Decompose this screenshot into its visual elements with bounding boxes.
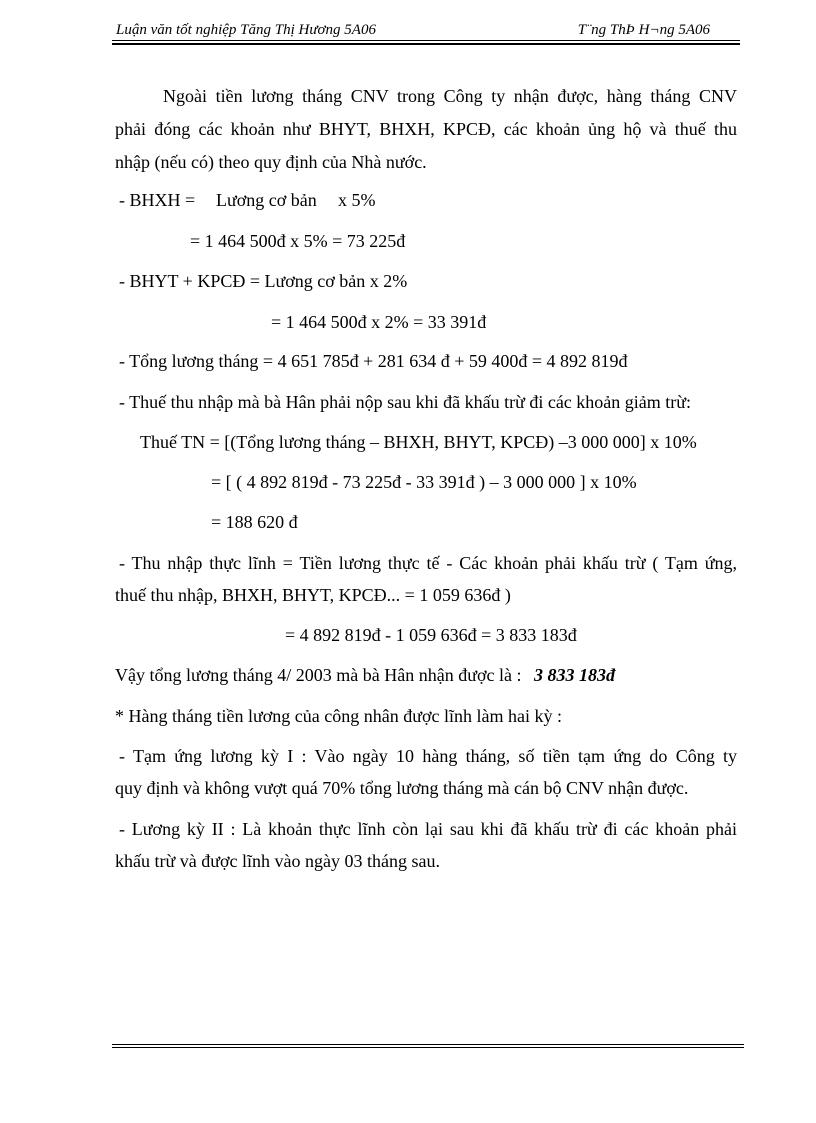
thuc-linh-line-2: thuế thu nhập, BHXH, BHYT, KPCĐ... = 1 059 636đ )	[115, 585, 511, 605]
header-rule-thin	[112, 40, 740, 41]
bhxh-calculation: = 1 464 500đ x 5% = 73 225đ	[190, 231, 406, 251]
header-right-text: T¨ng ThÞ H¬ng 5A06	[577, 22, 710, 38]
bhyt-kpcd-line: - BHYT + KPCĐ = Lương cơ bản x 2%	[119, 271, 408, 291]
bhyt-kpcd-calculation: = 1 464 500đ x 2% = 33 391đ	[271, 312, 487, 332]
footer-rule-1	[112, 1044, 744, 1045]
thue-intro-line: - Thuế thu nhập mà bà Hân phải nộp sau khi đã khấu trừ đi các khoản giảm trừ:	[119, 392, 692, 412]
bhxh-rate: x 5%	[338, 190, 376, 210]
header-rule-thick	[112, 43, 740, 45]
bhxh-label: - BHXH =	[119, 190, 196, 210]
header-left-text: Luận văn tốt nghiệp Tăng Thị Hương 5A06	[116, 22, 376, 38]
ky-2-line-2: khấu trừ và được lĩnh vào ngày 03 tháng sau.	[115, 851, 440, 871]
thuc-linh-calculation: = 4 892 819đ - 1 059 636đ = 3 833 183đ	[285, 625, 577, 645]
page-header	[112, 20, 740, 42]
paragraph-intro-line-3: nhập (nếu có) theo quy định của Nhà nước.	[115, 152, 427, 172]
ky-1-line-2: quy định và không vượt quá 70% tổng lương tháng mà cán bộ CNV nhận được.	[115, 778, 689, 798]
bhxh-formula: Lương cơ bản	[216, 190, 317, 210]
ky-2-line-1: - Lương kỳ II : Là khoản thực lĩnh còn lại sau khi đã khấu trừ đi các khoản phải	[119, 819, 737, 839]
vay-tong-value: 3 833 183đ	[533, 665, 615, 685]
paragraph-intro-line-2: phải đóng các khoản như BHYT, BHXH, KPCĐ, các khoản ủng hộ và thuế thu	[115, 119, 737, 139]
thuc-linh-line-1: - Thu nhập thực lĩnh = Tiền lương thực tế - Các khoản phải khấu trừ ( Tạm ứng,	[119, 553, 737, 573]
vay-tong-text: Vậy tổng lương tháng 4/ 2003 mà bà Hân nhận được là :	[115, 665, 522, 685]
hang-thang-line: * Hàng tháng tiền lương của công nhân được lĩnh làm hai kỳ :	[115, 706, 562, 726]
tong-luong-line: - Tổng lương tháng = 4 651 785đ + 281 634 đ + 59 400đ = 4 892 819đ	[119, 351, 628, 371]
thue-formula-line: Thuế TN = [(Tổng lương tháng – BHXH, BHYT, KPCĐ) –3 000 000] x 10%	[140, 432, 697, 452]
thue-calculation-line: = [ ( 4 892 819đ - 73 225đ - 33 391đ ) – 3 000 000 ] x 10%	[211, 472, 637, 492]
thue-result-line: = 188 620 đ	[211, 512, 298, 532]
footer-rule-2	[112, 1047, 744, 1048]
paragraph-intro-line-1: Ngoài tiền lương tháng CNV trong Công ty nhận được, hàng tháng CNV	[163, 86, 737, 106]
vay-tong-line	[115, 665, 615, 686]
ky-1-line-1: - Tạm ứng lương kỳ I : Vào ngày 10 hàng tháng, số tiền tạm ứng do Công ty	[119, 746, 737, 766]
